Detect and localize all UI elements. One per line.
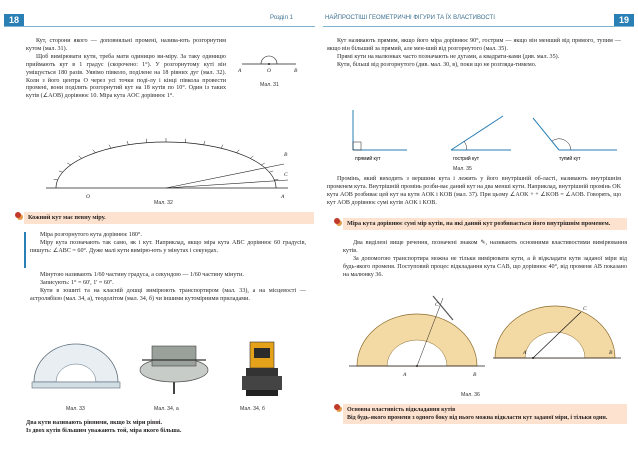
arc-tick: [221, 145, 223, 148]
label-b: B: [294, 68, 298, 74]
figure-caption: Мал. 36: [461, 392, 480, 398]
label-a: A: [238, 68, 242, 74]
accent-bar: [24, 232, 26, 268]
arc-tick: [185, 139, 186, 143]
rule-box: Міра кута дорівнює сумі мір кутів, на які даний кут розбивається його внутрішнім променем.: [343, 218, 627, 230]
label-b: B: [284, 152, 288, 158]
text-block: [30, 272, 306, 304]
label-a: A: [403, 372, 407, 378]
text-block: [30, 232, 306, 256]
label-c: C: [435, 302, 439, 308]
label-acute-angle: гострий кут: [453, 156, 480, 162]
label-b: B: [609, 350, 613, 356]
figure-caption: Мал. 34, а: [154, 406, 179, 412]
text-block: [26, 38, 226, 101]
figure-caption: Мал. 32: [154, 200, 173, 206]
left-header: [4, 14, 315, 27]
paragraph: Мінутою називають 1/60 частину градуса, а секундою — 1/60 частину мінути.: [40, 272, 244, 278]
label-a: A: [281, 194, 285, 200]
arc-tick: [67, 163, 70, 165]
text-block: [26, 420, 306, 436]
figure-31: [236, 34, 302, 74]
figure-34a-astrolabe: [134, 336, 214, 396]
rule-box: [343, 404, 627, 424]
paragraph: Прямі кути на малюнках часто позначають не дугами, а квадрати-ками (див. мал. 35).: [337, 53, 560, 60]
arc-tick: [250, 156, 253, 159]
paragraph: Із двох кутів більшим уважають той, міра якого більша.: [26, 427, 182, 434]
arc-tick: [93, 150, 96, 153]
figure-caption: Мал. 31: [260, 82, 279, 88]
page-number: 19: [614, 14, 634, 26]
paragraph: Два кути називають рівними, якщо їх міри рівні.: [26, 420, 162, 426]
figure-caption: Мал. 33: [66, 406, 85, 412]
paragraph: Записують: 1° = 60', 1' = 60''.: [40, 279, 114, 286]
text-block: [327, 176, 621, 208]
paragraph: Міра розгорнутого кута дорівнює 180°.: [40, 232, 142, 238]
left-page: [4, 0, 315, 462]
figure-32: [26, 136, 306, 206]
figure-caption: Мал. 35: [453, 166, 472, 172]
text-block: [343, 240, 627, 280]
arc-tick: [261, 163, 264, 165]
section-title: Розділ 1: [270, 15, 293, 21]
figure-caption: Мал. 34, б: [240, 406, 265, 412]
page-number: 18: [4, 14, 24, 26]
label-b: B: [473, 372, 477, 378]
figure-36: [343, 292, 623, 384]
paragraph: Щоб вимірювати кути, треба мати одиницю ви-міру. За таку одиницю приймають кут в 1 градус (скорочено: 1°). У розгорнутому куті він уміщується 180 разів. Уявімо півколо, поділене на 18 рівних дуг (мал. 32). Коли з його центра O через усі точки поді-лу і кінці півкола провести промені, вони поділять розгорнутий кут на 18 кутів по 10°. Один із таких кутів (∠AOB) дорівнює 10. Міра кута AOC дорівнює 1°.: [26, 53, 226, 100]
paragraph: Кути, більші від розгорнутого (див. мал. 30, в), поки що не розгляда-тимемо.: [337, 61, 537, 68]
rule-box: Кожний кут має певну міру.: [24, 212, 314, 224]
figure-35: [327, 106, 627, 162]
text-block: [327, 38, 621, 70]
rule-body: Від будь-якого променя з одного боку від нього можна відкласти кут заданої міри, і тільки один.: [347, 415, 608, 421]
label-a: A: [523, 350, 527, 356]
figure-34b-theodolite: [232, 336, 292, 400]
label-c: C: [284, 172, 288, 178]
arc-tick: [274, 179, 278, 180]
label-right-angle: прямий кут: [355, 156, 381, 162]
label-o: O: [267, 68, 271, 74]
arc-tick: [54, 179, 58, 180]
arc-tick: [204, 141, 205, 145]
right-page: [323, 0, 634, 462]
label-o: O: [86, 194, 90, 200]
paragraph: Два виділені вище речення, позначені знаком ✎, називають основними властивостями вимірювання кутів.: [343, 240, 627, 254]
arc-tick: [269, 171, 273, 172]
arc-tick: [146, 139, 147, 143]
paragraph: Міру кута позначають так само, як і кут. Наприклад, якщо міра кута ABC дорівнює 60 градусів, пишуть: ∠ABC = 60°. Дуже малі кути вимірю-ють у мінутах і секундах.: [30, 239, 306, 254]
figure-33-protractor: [30, 338, 122, 394]
paragraph: За допомогою транспортира можна не тільки вимірювати кути, а й відкладати кути заданої міри від будь-якого променя. Поступовий процес відкладання кута CAB, що дорівнює 40°, від променя AB показано на малюнку 36.: [343, 255, 627, 278]
label-c: C: [583, 306, 587, 312]
arc-tick: [79, 156, 82, 159]
section-title: НАЙПРОСТІШІ ГЕОМЕТРИЧНІ ФІГУРИ ТА ЇХ ВЛАСТИВОСТІ: [325, 15, 495, 21]
paragraph: Кути в зошиті та на класній дошці вимірюють транспортиром (мал. 33), а на місцевості — астролябією (мал. 34, а), теодолітом (мал. 34, б) чи іншими кутомірними приладами.: [30, 287, 306, 302]
paragraph: Кут, сторони якого — доповняльні промені, назива-ють розгорнутим кутом (мал. 31).: [26, 38, 226, 52]
right-header: [323, 14, 634, 27]
arc-tick: [59, 171, 63, 172]
arc-tick: [237, 150, 240, 153]
arc-tick: [127, 141, 128, 145]
rule-title: Основна властивість відкладання кутів: [347, 407, 456, 413]
paragraph: Промінь, який виходить з вершини кута і лежить у його внутрішній об-ласті, називають внутрішнім променем кута. Внутрішній промінь розби-ває даний кут на два менші кути. Наприклад, внутрішній промінь OK кута AOB розбиває цей кут на кути AOK і KOB (мал. 37). При цьому ∠AOK + + ∠KOB = ∠AOB. Говорять, що кут AOB дорівнює сумі кутів AOK і KOB.: [327, 176, 621, 206]
paragraph: Кут називають прямим, якщо його міра дорівнює 90°, гострим — якщо він менший від прямого, тупим — якщо він більший за прямий, але мен-ший від розгорнутого (мал. 35).: [327, 38, 621, 52]
label-obtuse-angle: тупий кут: [559, 156, 581, 162]
arc-tick: [109, 145, 111, 148]
